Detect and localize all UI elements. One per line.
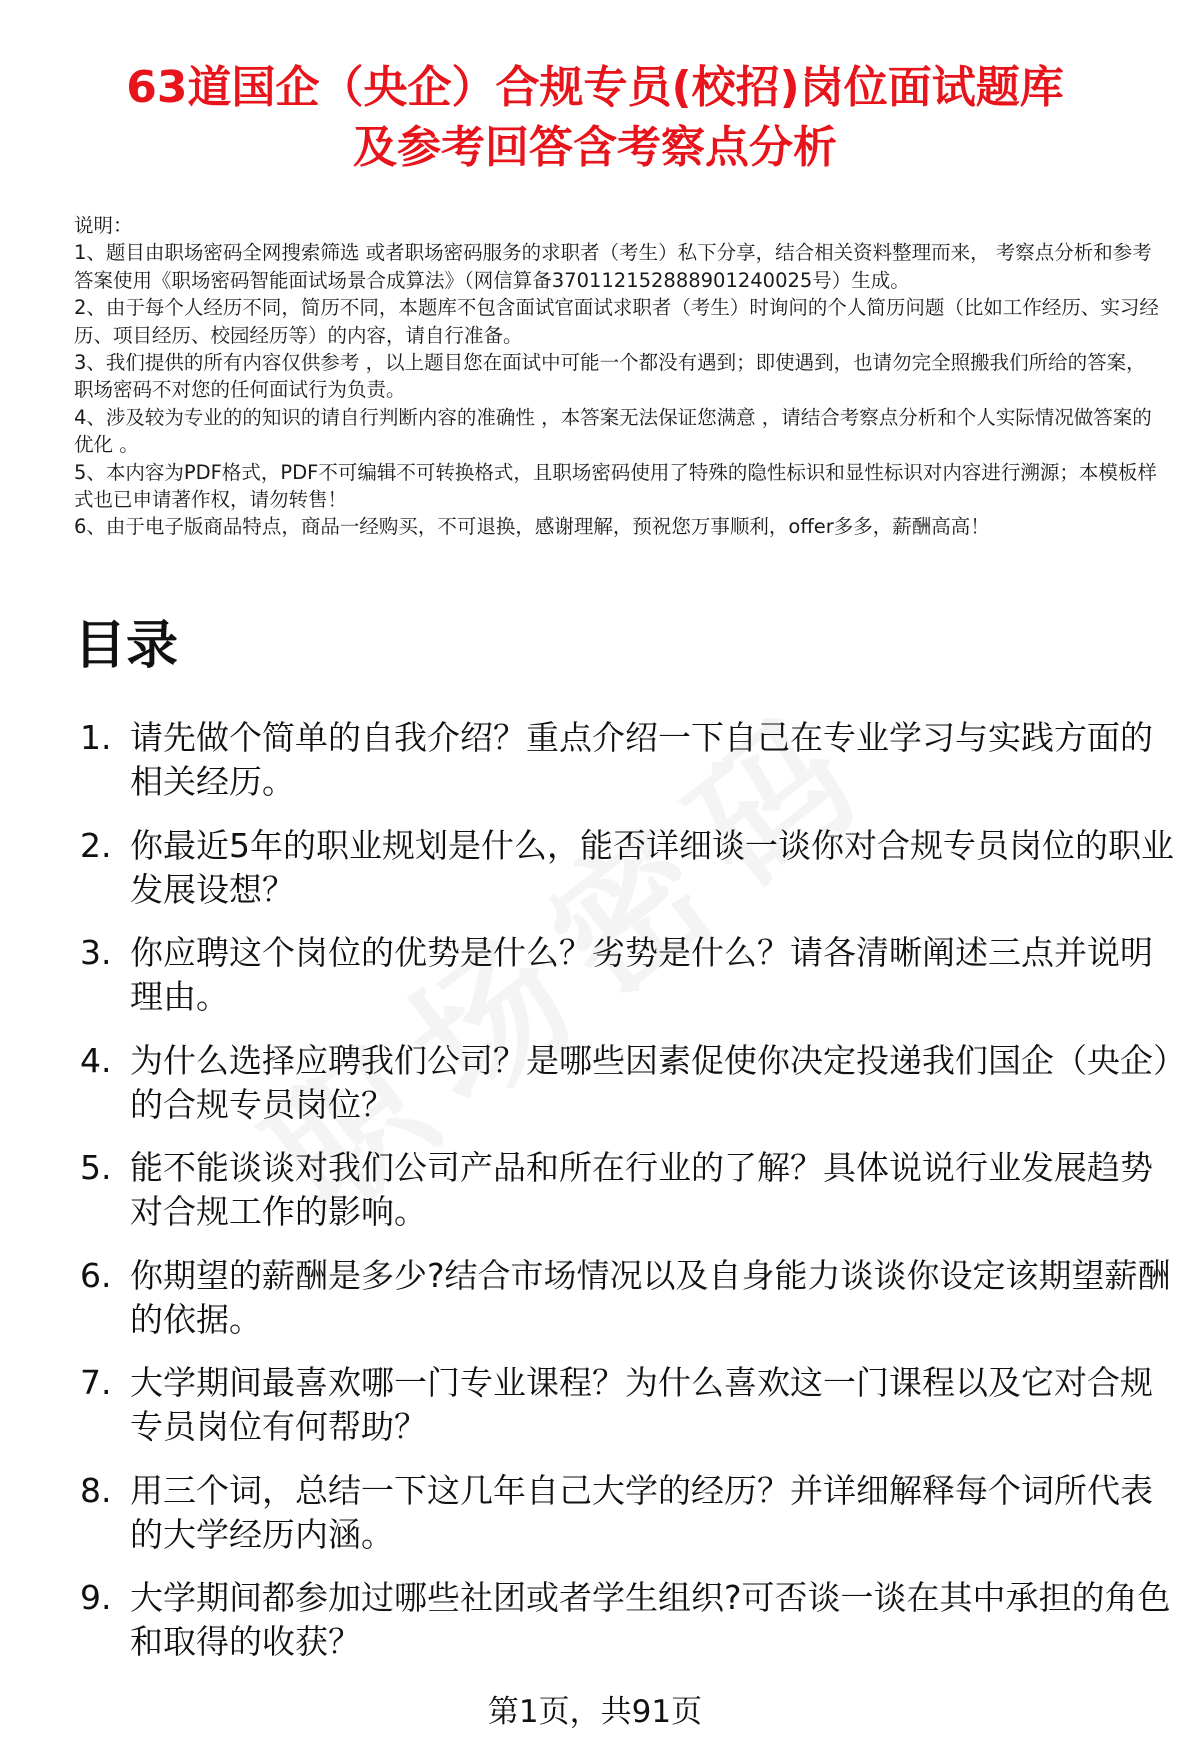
toc-item-number: 6. [80,1255,112,1295]
toc-item[interactable] [74,1146,1174,1234]
toc-item-text: 能不能谈谈对我们公司产品和所在行业的了解？具体说说行业发展趋势对合规工作的影响。 [130,1148,1153,1231]
toc-list [74,716,1174,1684]
toc-item-number: 2. [80,825,112,865]
instruction-item: 4、涉及较为专业的的知识的请自行判断内容的准确性 ，本答案无法保证您满意 ，请结合考察点分析和个人实际情况做答案的优化 。 [74,405,1152,457]
instructions-block [74,212,1164,541]
instruction-item: 1、题目由职场密码全网搜索筛选 或者职场密码服务的求职者（考生）私下分享，结合相关资料整理而来， 考察点分析和参考答案使用《职场密码智能面试场景合成算法》（网信算备370112152888901240025号）生成。 [74,241,1152,292]
toc-item-text: 你期望的薪酬是多少?结合市场情况以及自身能力谈谈你设定该期望薪酬的依据。 [130,1255,1171,1339]
toc-item-number: 5. [80,1148,112,1187]
toc-item-number: 7. [80,1363,112,1402]
instruction-item: 3、我们提供的所有内容仅供参考 ，以上题目您在面试中可能一个都没有遇到；即使遇到，也请勿完全照搬我们所给的答案，职场密码不对您的任何面试行为负责。 [74,351,1146,402]
toc-item[interactable] [74,931,1174,1019]
instruction-item: 5、本内容为PDF格式，PDF不可编辑不可转换格式，且职场密码使用了特殊的隐性标识和显性标识对内容进行溯源；本模板样式也已申请著作权，请勿转售！ [74,460,1157,512]
instruction-item: 2、由于每个人经历不同，简历不同，本题库不包含面试官面试求职者（考生）时询问的个人简历问题（比如工作经历、实习经历、项目经历、校园经历等）的内容，请自行准备。 [74,296,1159,347]
toc-item-text: 大学期间都参加过哪些社团或者学生组织?可否谈一谈在其中承担的角色和取得的收获？ [130,1578,1171,1661]
toc-item[interactable] [74,1576,1174,1664]
toc-item-number: 3. [80,933,112,972]
toc-heading: 目录 [74,616,179,676]
toc-item-number: 4. [80,1040,112,1080]
document-title [40,58,1150,178]
page-number: 第1页，共91页 [487,1694,703,1730]
toc-item[interactable] [74,1254,1174,1342]
toc-item-text: 请先做个简单的自我介绍？重点介绍一下自己在专业学习与实践方面的相关经历。 [130,718,1153,801]
instructions-heading: 说明： [74,214,133,237]
title-line-2: 及参考回答含考察点分析 [353,122,837,173]
title-line-1: 63道国企（央企）合规专员(校招)岗位面试题库 [126,62,1064,113]
toc-item-text: 你应聘这个岗位的优势是什么？劣势是什么？请各清晰阐述三点并说明理由。 [130,933,1153,1016]
toc-item[interactable] [74,1361,1174,1449]
toc-item-text: 你最近5年的职业规划是什么，能否详细谈一谈你对合规专员岗位的职业发展设想？ [130,825,1174,909]
toc-item[interactable] [74,1469,1174,1557]
toc-item[interactable] [74,1039,1174,1127]
toc-item-number: 9. [80,1578,112,1617]
toc-item[interactable] [74,716,1174,804]
toc-item-text: 为什么选择应聘我们公司？是哪些因素促使你决定投递我们国企（央企）的合规专员岗位？ [130,1040,1170,1124]
toc-item-text: 大学期间最喜欢哪一门专业课程？为什么喜欢这一门课程以及它对合规专员岗位有何帮助？ [130,1363,1153,1446]
instruction-item: 6、由于电子版商品特点，商品一经购买，不可退换，感谢理解，预祝您万事顺利，offer多多，薪酬高高！ [74,515,990,539]
toc-item-number: 8. [80,1470,112,1510]
toc-item[interactable] [74,824,1174,912]
toc-item-number: 1. [80,718,112,757]
toc-item-text: 用三个词，总结一下这几年自己大学的经历？并详细解释每个词所代表的大学经历内涵。 [130,1470,1153,1554]
